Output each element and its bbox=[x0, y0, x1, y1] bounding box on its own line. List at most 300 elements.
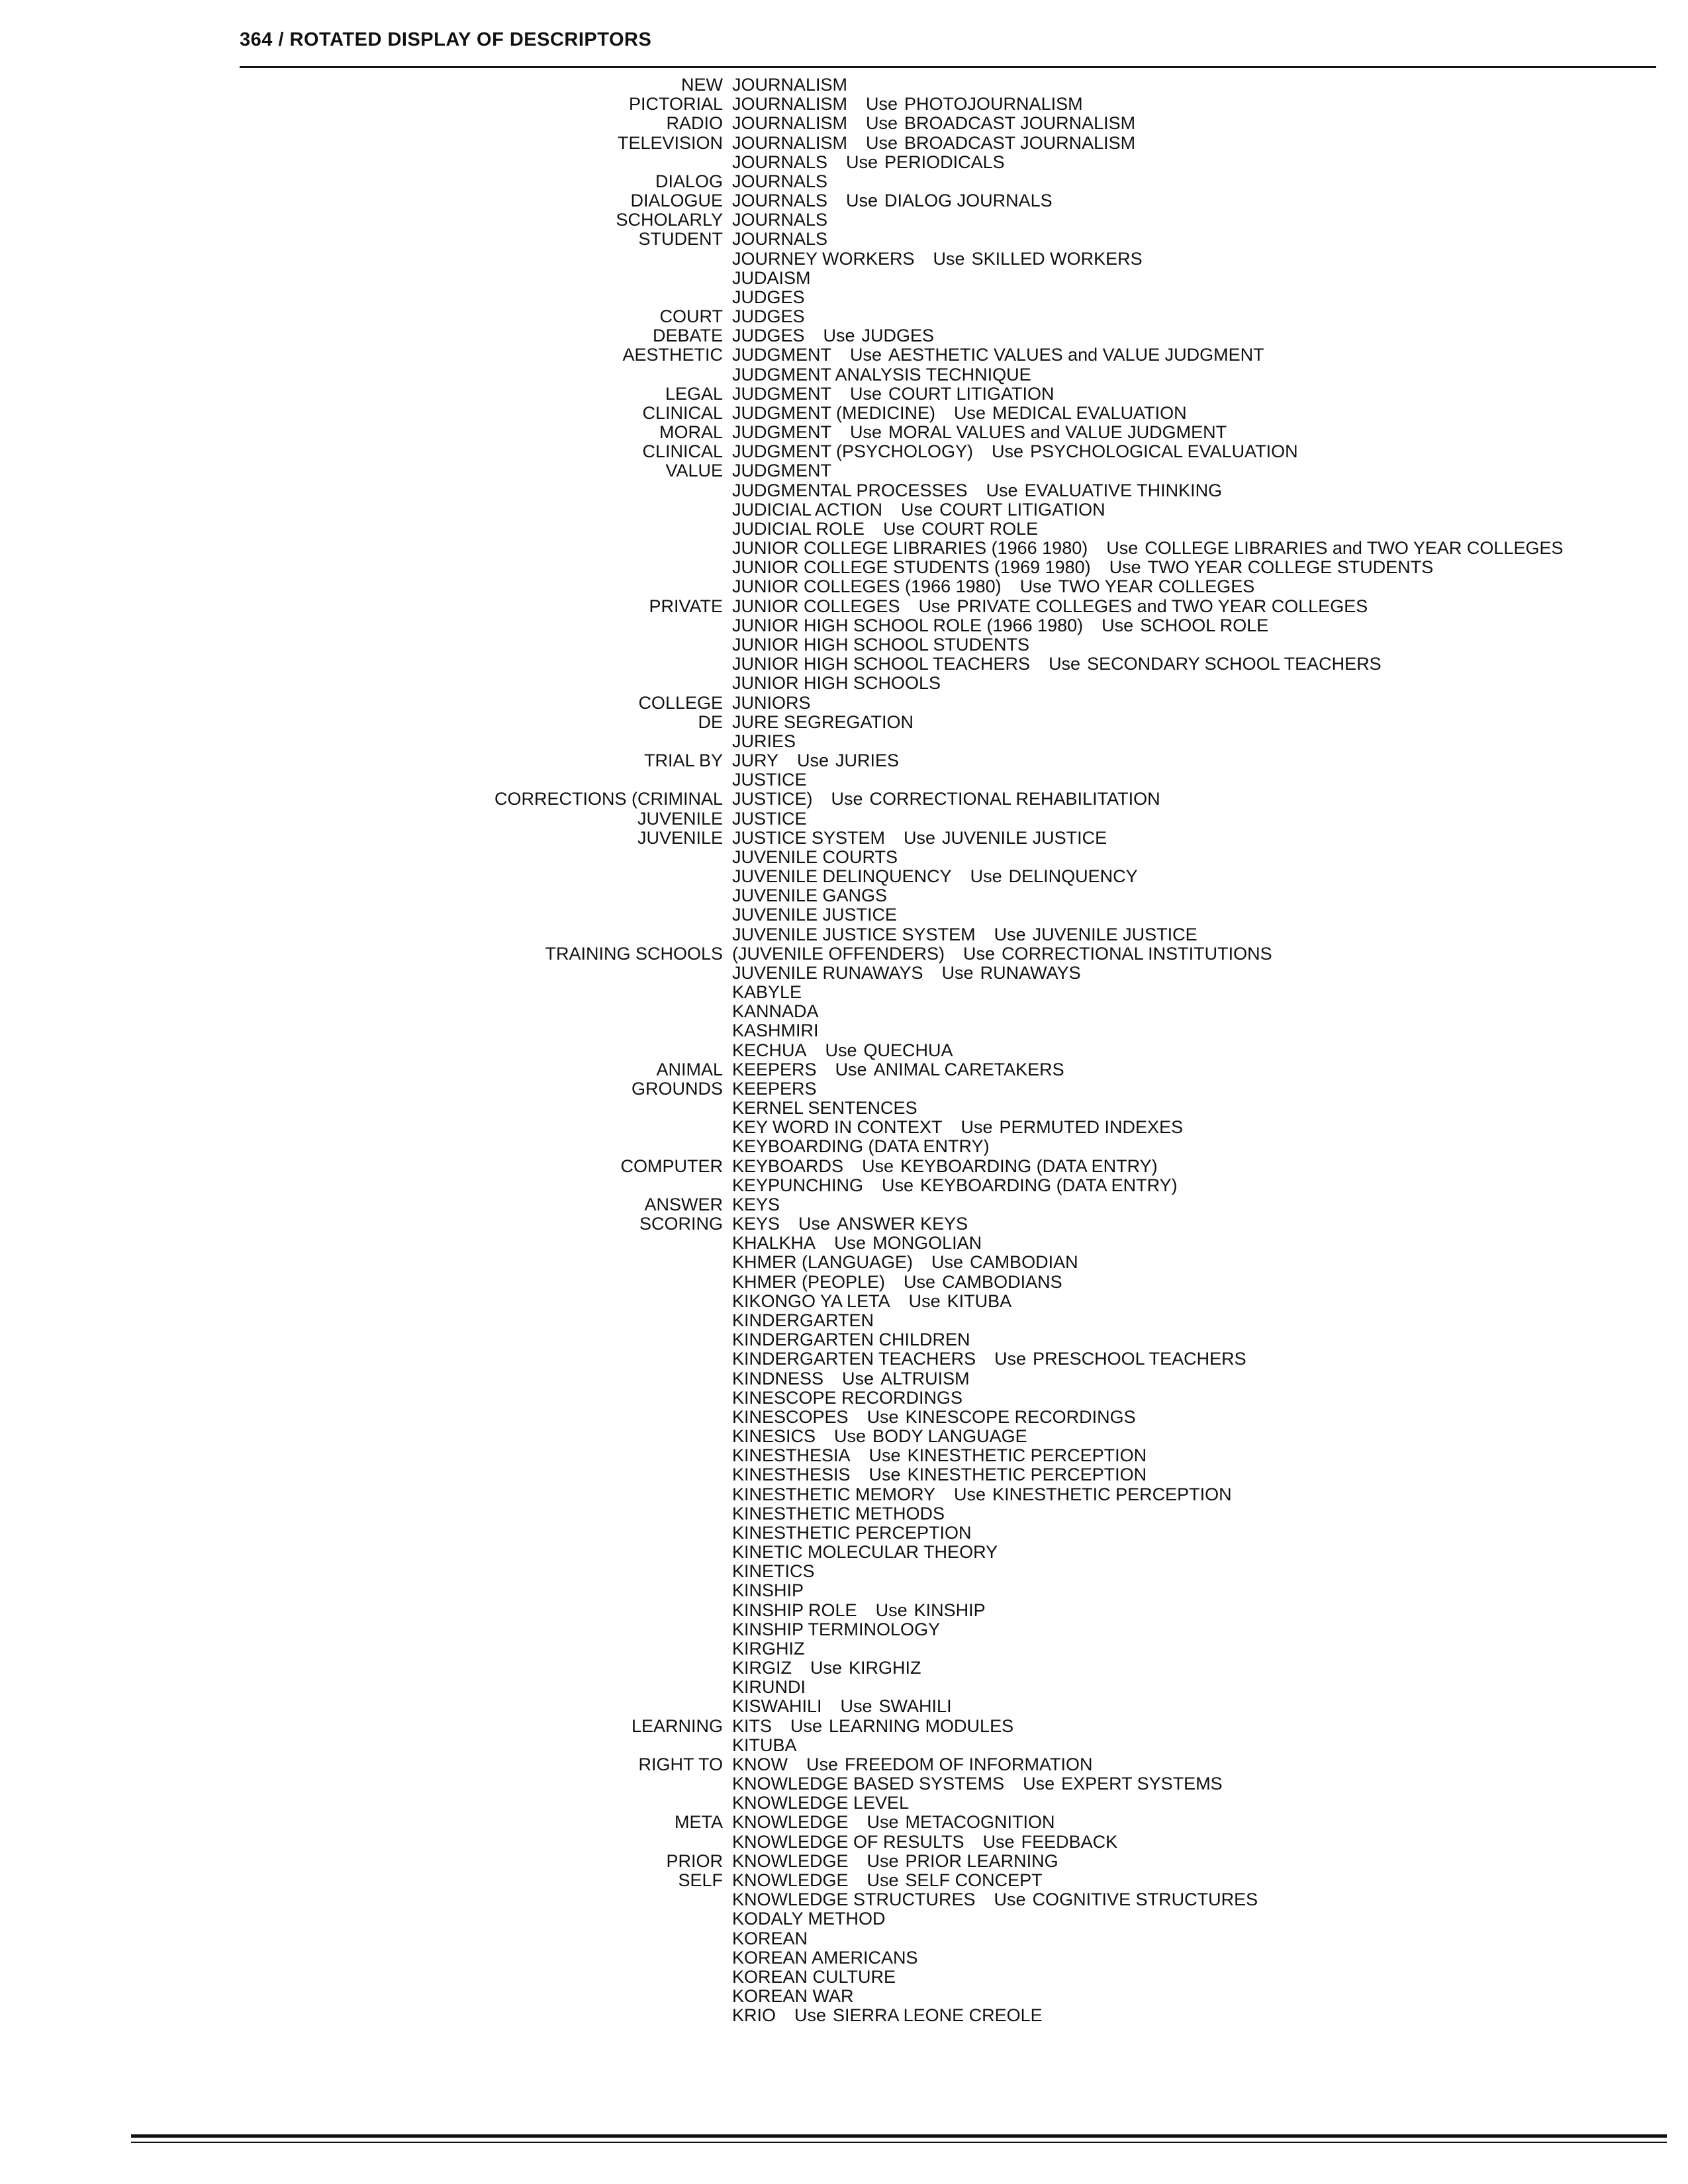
descriptor-term: KINDERGARTEN TEACHERS bbox=[732, 1349, 976, 1369]
descriptor-term-line bbox=[732, 191, 1053, 210]
descriptor-term-line bbox=[732, 1678, 806, 1697]
use-reference: KEYBOARDING (DATA ENTRY) bbox=[920, 1175, 1178, 1195]
descriptor-term-line bbox=[732, 1465, 1147, 1484]
descriptor-entry bbox=[0, 848, 1688, 867]
descriptor-term: KNOWLEDGE bbox=[732, 1870, 849, 1890]
descriptor-entry bbox=[0, 1311, 1688, 1330]
descriptor-term-line bbox=[732, 1176, 1178, 1195]
descriptor-term-line bbox=[732, 1871, 1043, 1890]
use-reference: PERIODICALS bbox=[884, 152, 1005, 172]
descriptor-entry bbox=[0, 1408, 1688, 1427]
descriptor-term: JUVENILE JUSTICE bbox=[732, 905, 898, 925]
descriptor-term: KODALY METHOD bbox=[732, 1909, 886, 1929]
descriptor-entry bbox=[0, 1852, 1688, 1871]
descriptor-term-line bbox=[732, 1021, 819, 1040]
descriptor-entry bbox=[0, 809, 1688, 829]
descriptor-term-line bbox=[732, 1774, 1223, 1794]
descriptor-term-line bbox=[732, 134, 1135, 153]
descriptor-term-line bbox=[732, 1214, 968, 1234]
descriptor-term-line bbox=[732, 2006, 1043, 2025]
descriptor-term: KNOWLEDGE OF RESULTS bbox=[732, 1831, 964, 1852]
descriptor-term: JUNIOR COLLEGES bbox=[732, 596, 900, 616]
descriptor-term: KNOWLEDGE STRUCTURES bbox=[732, 1889, 976, 1910]
descriptor-term-line bbox=[732, 1601, 986, 1620]
use-reference: CORRECTIONAL INSTITUTIONS bbox=[1002, 943, 1272, 964]
use-reference: PERMUTED INDEXES bbox=[999, 1117, 1184, 1138]
use-reference: SWAHILI bbox=[878, 1696, 952, 1717]
rotated-prefix: LEARNING bbox=[631, 1715, 723, 1736]
footer-rule-thin bbox=[131, 2142, 1667, 2143]
use-reference: SKILLED WORKERS bbox=[971, 248, 1143, 269]
use-keyword: Use bbox=[1019, 576, 1052, 597]
descriptor-term: KINETIC MOLECULAR THEORY bbox=[732, 1542, 998, 1563]
descriptor-entry bbox=[0, 732, 1688, 751]
use-keyword: Use bbox=[842, 1368, 874, 1388]
use-keyword: Use bbox=[1106, 538, 1139, 559]
use-reference: MEDICAL EVALUATION bbox=[992, 402, 1187, 423]
descriptor-term: JUDICIAL ROLE bbox=[732, 518, 865, 539]
use-keyword: Use bbox=[850, 383, 882, 404]
descriptor-entry bbox=[0, 1755, 1688, 1774]
descriptor-term: KNOWLEDGE BASED SYSTEMS bbox=[732, 1774, 1005, 1794]
descriptor-term-line bbox=[732, 1890, 1258, 1909]
use-reference: SCHOOL ROLE bbox=[1140, 615, 1269, 635]
descriptor-term-line bbox=[732, 1852, 1058, 1871]
descriptor-entry bbox=[0, 1639, 1688, 1659]
use-reference: LEARNING MODULES bbox=[829, 1715, 1014, 1736]
descriptor-entry bbox=[0, 751, 1688, 770]
descriptor-entry bbox=[0, 1774, 1688, 1794]
descriptor-entry bbox=[0, 655, 1688, 674]
rotated-prefix: TRAINING SCHOOLS bbox=[545, 943, 723, 964]
descriptor-term: KINETICS bbox=[732, 1561, 815, 1582]
use-keyword: Use bbox=[806, 1754, 839, 1774]
descriptor-term-line bbox=[732, 1060, 1064, 1079]
descriptor-term-line bbox=[732, 1543, 998, 1562]
descriptor-term: KNOWLEDGE LEVEL bbox=[732, 1793, 910, 1813]
rotated-prefix: PRIOR bbox=[666, 1850, 723, 1871]
descriptor-term-line bbox=[732, 1504, 945, 1524]
use-keyword: Use bbox=[866, 132, 898, 153]
descriptor-term-line bbox=[732, 558, 1433, 577]
descriptor-term: JURIES bbox=[732, 731, 796, 751]
use-keyword: Use bbox=[1102, 615, 1134, 635]
descriptor-term-line bbox=[732, 1388, 962, 1408]
descriptor-term: JOURNALS bbox=[732, 152, 828, 172]
descriptor-entry bbox=[0, 1214, 1688, 1234]
descriptor-term-line bbox=[732, 770, 807, 790]
descriptor-entry bbox=[0, 1465, 1688, 1484]
descriptor-entry bbox=[0, 1717, 1688, 1736]
descriptor-entry bbox=[0, 500, 1688, 520]
descriptor-entry bbox=[0, 1659, 1688, 1678]
descriptor-term-line bbox=[732, 1118, 1183, 1137]
descriptor-term-line bbox=[732, 1157, 1158, 1176]
use-reference: DELINQUENCY bbox=[1008, 866, 1138, 887]
descriptor-entry bbox=[0, 1099, 1688, 1118]
use-reference: ANSWER KEYS bbox=[837, 1214, 968, 1234]
rotated-prefix: RADIO bbox=[666, 113, 723, 134]
descriptor-term-line bbox=[732, 886, 887, 905]
use-reference: JUVENILE JUSTICE bbox=[942, 827, 1107, 848]
descriptor-term: KABYLE bbox=[732, 982, 802, 1003]
descriptor-entry bbox=[0, 1890, 1688, 1909]
descriptor-term: JUDGMENT bbox=[732, 422, 831, 443]
descriptor-term: JUSTICE) bbox=[732, 789, 813, 809]
use-keyword: Use bbox=[908, 1291, 941, 1311]
descriptor-term-line bbox=[732, 829, 1107, 848]
descriptor-term-line bbox=[732, 964, 1081, 983]
descriptor-term: JOURNALISM bbox=[732, 132, 848, 153]
descriptor-term: JUDGMENT (PSYCHOLOGY) bbox=[732, 441, 974, 462]
descriptor-entry bbox=[0, 1968, 1688, 1987]
descriptor-entry bbox=[0, 1292, 1688, 1311]
use-keyword: Use bbox=[901, 499, 933, 520]
use-keyword: Use bbox=[982, 1831, 1015, 1852]
descriptor-entry bbox=[0, 1697, 1688, 1716]
descriptor-term: KEEPERS bbox=[732, 1059, 817, 1079]
descriptor-entry bbox=[0, 905, 1688, 925]
use-keyword: Use bbox=[867, 1406, 899, 1427]
use-keyword: Use bbox=[986, 480, 1018, 500]
descriptor-entry bbox=[0, 1504, 1688, 1524]
use-keyword: Use bbox=[875, 1600, 908, 1620]
use-keyword: Use bbox=[823, 326, 855, 346]
descriptor-term-line bbox=[732, 1195, 780, 1214]
descriptor-term: KHMER (LANGUAGE) bbox=[732, 1252, 914, 1273]
use-keyword: Use bbox=[866, 113, 898, 134]
use-keyword: Use bbox=[1049, 654, 1081, 674]
descriptor-term-line bbox=[732, 269, 811, 288]
rotated-prefix: PICTORIAL bbox=[628, 94, 723, 114]
descriptor-entry bbox=[0, 1002, 1688, 1021]
descriptor-entry bbox=[0, 230, 1688, 249]
descriptor-entry bbox=[0, 191, 1688, 210]
use-reference: AESTHETIC VALUES and VALUE JUDGMENT bbox=[888, 345, 1264, 365]
rotated-prefix: DIALOGUE bbox=[630, 191, 723, 211]
rotated-prefix: COURT bbox=[659, 306, 723, 327]
use-keyword: Use bbox=[970, 866, 1002, 887]
use-keyword: Use bbox=[994, 924, 1026, 944]
descriptor-term-line bbox=[732, 539, 1563, 558]
use-reference: BROADCAST JOURNALISM bbox=[904, 132, 1136, 153]
rotated-prefix: ANIMAL bbox=[656, 1059, 723, 1079]
use-reference: PSYCHOLOGICAL EVALUATION bbox=[1030, 441, 1298, 462]
descriptor-entry bbox=[0, 269, 1688, 288]
use-reference: COGNITIVE STRUCTURES bbox=[1032, 1889, 1258, 1910]
use-keyword: Use bbox=[1023, 1774, 1055, 1794]
descriptor-term-line bbox=[732, 1909, 886, 1929]
use-reference: KINESTHETIC PERCEPTION bbox=[992, 1484, 1232, 1504]
rotated-prefix: JUVENILE bbox=[637, 808, 723, 829]
descriptor-term: KNOWLEDGE bbox=[732, 1812, 849, 1833]
descriptor-term: KINSHIP ROLE bbox=[732, 1600, 857, 1620]
descriptor-entry bbox=[0, 1330, 1688, 1349]
descriptor-term: JUDAISM bbox=[732, 267, 811, 288]
descriptor-term: KINESCOPE RECORDINGS bbox=[732, 1387, 963, 1408]
descriptor-entry bbox=[0, 674, 1688, 693]
descriptor-term: KIRUNDI bbox=[732, 1677, 806, 1698]
use-reference: EXPERT SYSTEMS bbox=[1061, 1774, 1223, 1794]
use-reference: JUDGES bbox=[861, 326, 935, 346]
descriptor-entry bbox=[0, 307, 1688, 326]
descriptor-entry bbox=[0, 1446, 1688, 1465]
descriptor-term-line bbox=[732, 1002, 819, 1021]
rotated-prefix: AESTHETIC bbox=[622, 345, 723, 365]
descriptor-term: KIRGIZ bbox=[732, 1658, 792, 1678]
descriptor-term-line bbox=[732, 848, 898, 867]
use-keyword: Use bbox=[941, 962, 974, 983]
descriptor-entry bbox=[0, 790, 1688, 809]
descriptor-entry bbox=[0, 423, 1688, 442]
descriptor-term-line bbox=[732, 230, 827, 249]
descriptor-entry bbox=[0, 134, 1688, 153]
descriptor-entry bbox=[0, 1581, 1688, 1600]
rotated-prefix: DIALOG bbox=[655, 171, 723, 191]
descriptor-term-line bbox=[732, 1234, 982, 1253]
descriptor-term-line bbox=[732, 461, 831, 480]
descriptor-entry bbox=[0, 1871, 1688, 1890]
descriptor-term-line bbox=[732, 1736, 797, 1755]
descriptor-term-line bbox=[732, 1833, 1117, 1852]
use-reference: COLLEGE LIBRARIES and TWO YEAR COLLEGES bbox=[1145, 538, 1564, 559]
descriptor-term-line bbox=[732, 1349, 1246, 1369]
use-keyword: Use bbox=[954, 402, 986, 423]
descriptor-term-line bbox=[732, 153, 1005, 172]
rotated-prefix: META bbox=[675, 1812, 723, 1833]
descriptor-entry bbox=[0, 539, 1688, 558]
descriptor-term-line bbox=[732, 172, 827, 191]
descriptor-term: KANNADA bbox=[732, 1001, 819, 1022]
descriptor-term-line bbox=[732, 1755, 1093, 1774]
descriptor-term-line bbox=[732, 500, 1105, 520]
use-reference: BROADCAST JOURNALISM bbox=[904, 113, 1136, 134]
use-reference: PRIOR LEARNING bbox=[905, 1850, 1058, 1871]
rotated-prefix: VALUE bbox=[665, 461, 723, 481]
rotated-prefix: CLINICAL bbox=[642, 441, 723, 462]
use-reference: ALTRUISM bbox=[880, 1368, 970, 1388]
use-reference: MONGOLIAN bbox=[872, 1233, 982, 1253]
rotated-prefix: NEW bbox=[681, 75, 723, 95]
descriptor-term-line bbox=[732, 1697, 952, 1716]
use-keyword: Use bbox=[846, 191, 878, 211]
descriptor-entry bbox=[0, 75, 1688, 95]
descriptor-term-line bbox=[732, 1659, 921, 1678]
descriptor-entry bbox=[0, 713, 1688, 732]
descriptor-term-line bbox=[732, 1717, 1013, 1736]
descriptor-entry bbox=[0, 1195, 1688, 1214]
descriptor-term-line bbox=[732, 1099, 917, 1118]
descriptor-term: KOREAN bbox=[732, 1928, 808, 1948]
descriptor-term-line bbox=[732, 790, 1160, 809]
descriptor-term: JUNIOR COLLEGE LIBRARIES (1966 1980) bbox=[732, 538, 1088, 559]
descriptor-term: KINESTHETIC MEMORY bbox=[732, 1484, 936, 1504]
rotated-prefix: DE bbox=[698, 711, 723, 732]
use-reference: PRESCHOOL TEACHERS bbox=[1033, 1349, 1246, 1369]
use-reference: ANIMAL CARETAKERS bbox=[873, 1059, 1064, 1079]
descriptor-term-line bbox=[732, 1987, 854, 2006]
use-keyword: Use bbox=[867, 1850, 899, 1871]
descriptor-entry bbox=[0, 365, 1688, 385]
use-reference: KINSHIP bbox=[914, 1600, 986, 1620]
descriptor-term: JOURNALISM bbox=[732, 94, 848, 114]
use-keyword: Use bbox=[866, 94, 898, 114]
descriptor-list bbox=[0, 75, 1688, 2025]
descriptor-term: JUDGMENT bbox=[732, 345, 831, 365]
descriptor-term: KEYS bbox=[732, 1194, 780, 1214]
descriptor-term-line bbox=[732, 983, 802, 1002]
descriptor-term-line bbox=[732, 1639, 805, 1659]
descriptor-entry bbox=[0, 1929, 1688, 1948]
use-keyword: Use bbox=[797, 751, 829, 771]
descriptor-term-line bbox=[732, 1273, 1062, 1292]
descriptor-entry bbox=[0, 1021, 1688, 1040]
use-keyword: Use bbox=[954, 1484, 986, 1504]
descriptor-entry bbox=[0, 944, 1688, 964]
use-reference: COURT LITIGATION bbox=[888, 383, 1055, 404]
descriptor-term-line bbox=[732, 867, 1138, 886]
use-keyword: Use bbox=[961, 1117, 993, 1138]
descriptor-entry bbox=[0, 520, 1688, 539]
use-keyword: Use bbox=[840, 1696, 872, 1717]
descriptor-term-line bbox=[732, 1948, 918, 1968]
descriptor-term: JUDGMENT ANALYSIS TECHNIQUE bbox=[732, 364, 1031, 385]
descriptor-term: KIKONGO YA LETA bbox=[732, 1291, 890, 1311]
descriptor-term: JUSTICE bbox=[732, 770, 807, 790]
descriptor-term: KINESTHETIC PERCEPTION bbox=[732, 1522, 972, 1543]
descriptor-term-line bbox=[732, 210, 827, 230]
descriptor-term-line bbox=[732, 326, 934, 345]
descriptor-term-line bbox=[732, 674, 941, 693]
descriptor-term-line bbox=[732, 1485, 1232, 1504]
descriptor-term-line bbox=[732, 1446, 1147, 1465]
descriptor-term-line bbox=[732, 1427, 1027, 1446]
use-keyword: Use bbox=[992, 441, 1024, 462]
descriptor-term: KINESTHETIC METHODS bbox=[732, 1503, 945, 1524]
descriptor-entry bbox=[0, 964, 1688, 983]
descriptor-term: JUVENILE DELINQUENCY bbox=[732, 866, 952, 887]
descriptor-term: JUDGES bbox=[732, 287, 805, 307]
descriptor-entry bbox=[0, 1562, 1688, 1581]
use-keyword: Use bbox=[834, 1233, 867, 1253]
header-rule bbox=[240, 66, 1656, 68]
descriptor-term: KEYPUNCHING bbox=[732, 1175, 864, 1195]
descriptor-term-line bbox=[732, 809, 807, 829]
descriptor-entry bbox=[0, 925, 1688, 944]
descriptor-entry bbox=[0, 1253, 1688, 1272]
descriptor-term: JUNIOR HIGH SCHOOLS bbox=[732, 673, 941, 694]
use-keyword: Use bbox=[831, 789, 863, 809]
descriptor-term: JOURNALS bbox=[732, 229, 828, 250]
descriptor-entry bbox=[0, 1234, 1688, 1253]
descriptor-term: JUDGMENTAL PROCESSES bbox=[732, 480, 968, 500]
descriptor-term-line bbox=[732, 442, 1298, 461]
descriptor-entry bbox=[0, 95, 1688, 114]
use-keyword: Use bbox=[933, 248, 965, 269]
use-reference: KEYBOARDING (DATA ENTRY) bbox=[900, 1156, 1158, 1176]
descriptor-term-line bbox=[732, 1929, 808, 1948]
use-reference: SELF CONCEPT bbox=[905, 1870, 1043, 1890]
use-reference: KITUBA bbox=[947, 1291, 1012, 1311]
use-reference: COURT LITIGATION bbox=[939, 499, 1105, 520]
descriptor-term: KIRGHIZ bbox=[732, 1638, 805, 1659]
descriptor-term-line bbox=[732, 1330, 970, 1349]
descriptor-entry bbox=[0, 1524, 1688, 1543]
descriptor-term: JUDICIAL ACTION bbox=[732, 499, 883, 520]
descriptor-term: KOREAN CULTURE bbox=[732, 1966, 896, 1987]
descriptor-term-line bbox=[732, 597, 1368, 616]
use-keyword: Use bbox=[994, 1349, 1027, 1369]
descriptor-entry bbox=[0, 770, 1688, 790]
descriptor-entry bbox=[0, 1176, 1688, 1195]
use-reference: PRIVATE COLLEGES and TWO YEAR COLLEGES bbox=[957, 596, 1368, 616]
descriptor-term: KEYBOARDS bbox=[732, 1156, 844, 1176]
descriptor-entry bbox=[0, 288, 1688, 307]
use-reference: KINESCOPE RECORDINGS bbox=[905, 1406, 1136, 1427]
descriptor-entry bbox=[0, 1118, 1688, 1137]
descriptor-entry bbox=[0, 385, 1688, 404]
use-reference: CORRECTIONAL REHABILITATION bbox=[869, 789, 1160, 809]
descriptor-entry bbox=[0, 1041, 1688, 1060]
descriptor-entry bbox=[0, 442, 1688, 461]
descriptor-term-line bbox=[732, 635, 1029, 655]
rotated-prefix: ANSWER bbox=[644, 1194, 723, 1214]
use-keyword: Use bbox=[867, 1812, 899, 1833]
descriptor-term-line bbox=[732, 404, 1187, 423]
rotated-prefix: PRIVATE bbox=[649, 596, 723, 616]
descriptor-term-line bbox=[732, 751, 899, 770]
descriptor-term: JUVENILE JUSTICE SYSTEM bbox=[732, 924, 976, 944]
descriptor-term: KEY WORD IN CONTEXT bbox=[732, 1117, 943, 1138]
descriptor-term: KASHMIRI bbox=[732, 1021, 819, 1041]
use-keyword: Use bbox=[834, 1426, 867, 1447]
descriptor-term-line bbox=[732, 905, 897, 925]
descriptor-entry bbox=[0, 481, 1688, 500]
descriptor-term-line bbox=[732, 1968, 896, 1987]
descriptor-term: KINESTHESIA bbox=[732, 1445, 851, 1466]
use-keyword: Use bbox=[931, 1252, 964, 1273]
descriptor-term-line bbox=[732, 75, 847, 95]
descriptor-term: JOURNALS bbox=[732, 171, 828, 191]
descriptor-term: JOURNEY WORKERS bbox=[732, 248, 915, 269]
descriptor-entry bbox=[0, 153, 1688, 172]
descriptor-term: JUDGMENT (MEDICINE) bbox=[732, 402, 935, 423]
descriptor-entry bbox=[0, 635, 1688, 655]
use-reference: FEEDBACK bbox=[1021, 1831, 1118, 1852]
descriptor-term: JUDGMENT bbox=[732, 461, 831, 481]
use-reference: METACOGNITION bbox=[905, 1812, 1055, 1833]
descriptor-term: JOURNALISM bbox=[732, 113, 848, 134]
use-keyword: Use bbox=[794, 2005, 827, 2026]
use-keyword: Use bbox=[825, 1040, 857, 1060]
descriptor-term: JUVENILE RUNAWAYS bbox=[732, 962, 923, 983]
descriptor-entry bbox=[0, 1485, 1688, 1504]
descriptor-term-line bbox=[732, 1813, 1055, 1832]
descriptor-entry bbox=[0, 867, 1688, 886]
descriptor-term: JUDGMENT bbox=[732, 383, 831, 404]
rotated-prefix: CLINICAL bbox=[642, 402, 723, 423]
descriptor-term-line bbox=[732, 1311, 874, 1330]
descriptor-term: KHMER (PEOPLE) bbox=[732, 1271, 886, 1292]
use-reference: DIALOG JOURNALS bbox=[884, 191, 1053, 211]
descriptor-term-line bbox=[732, 520, 1038, 539]
descriptor-entry bbox=[0, 886, 1688, 905]
descriptor-term-line bbox=[732, 250, 1143, 269]
descriptor-entry bbox=[0, 1794, 1688, 1813]
rotated-prefix: MORAL bbox=[659, 422, 723, 443]
descriptor-entry bbox=[0, 1349, 1688, 1369]
descriptor-entry bbox=[0, 461, 1688, 480]
